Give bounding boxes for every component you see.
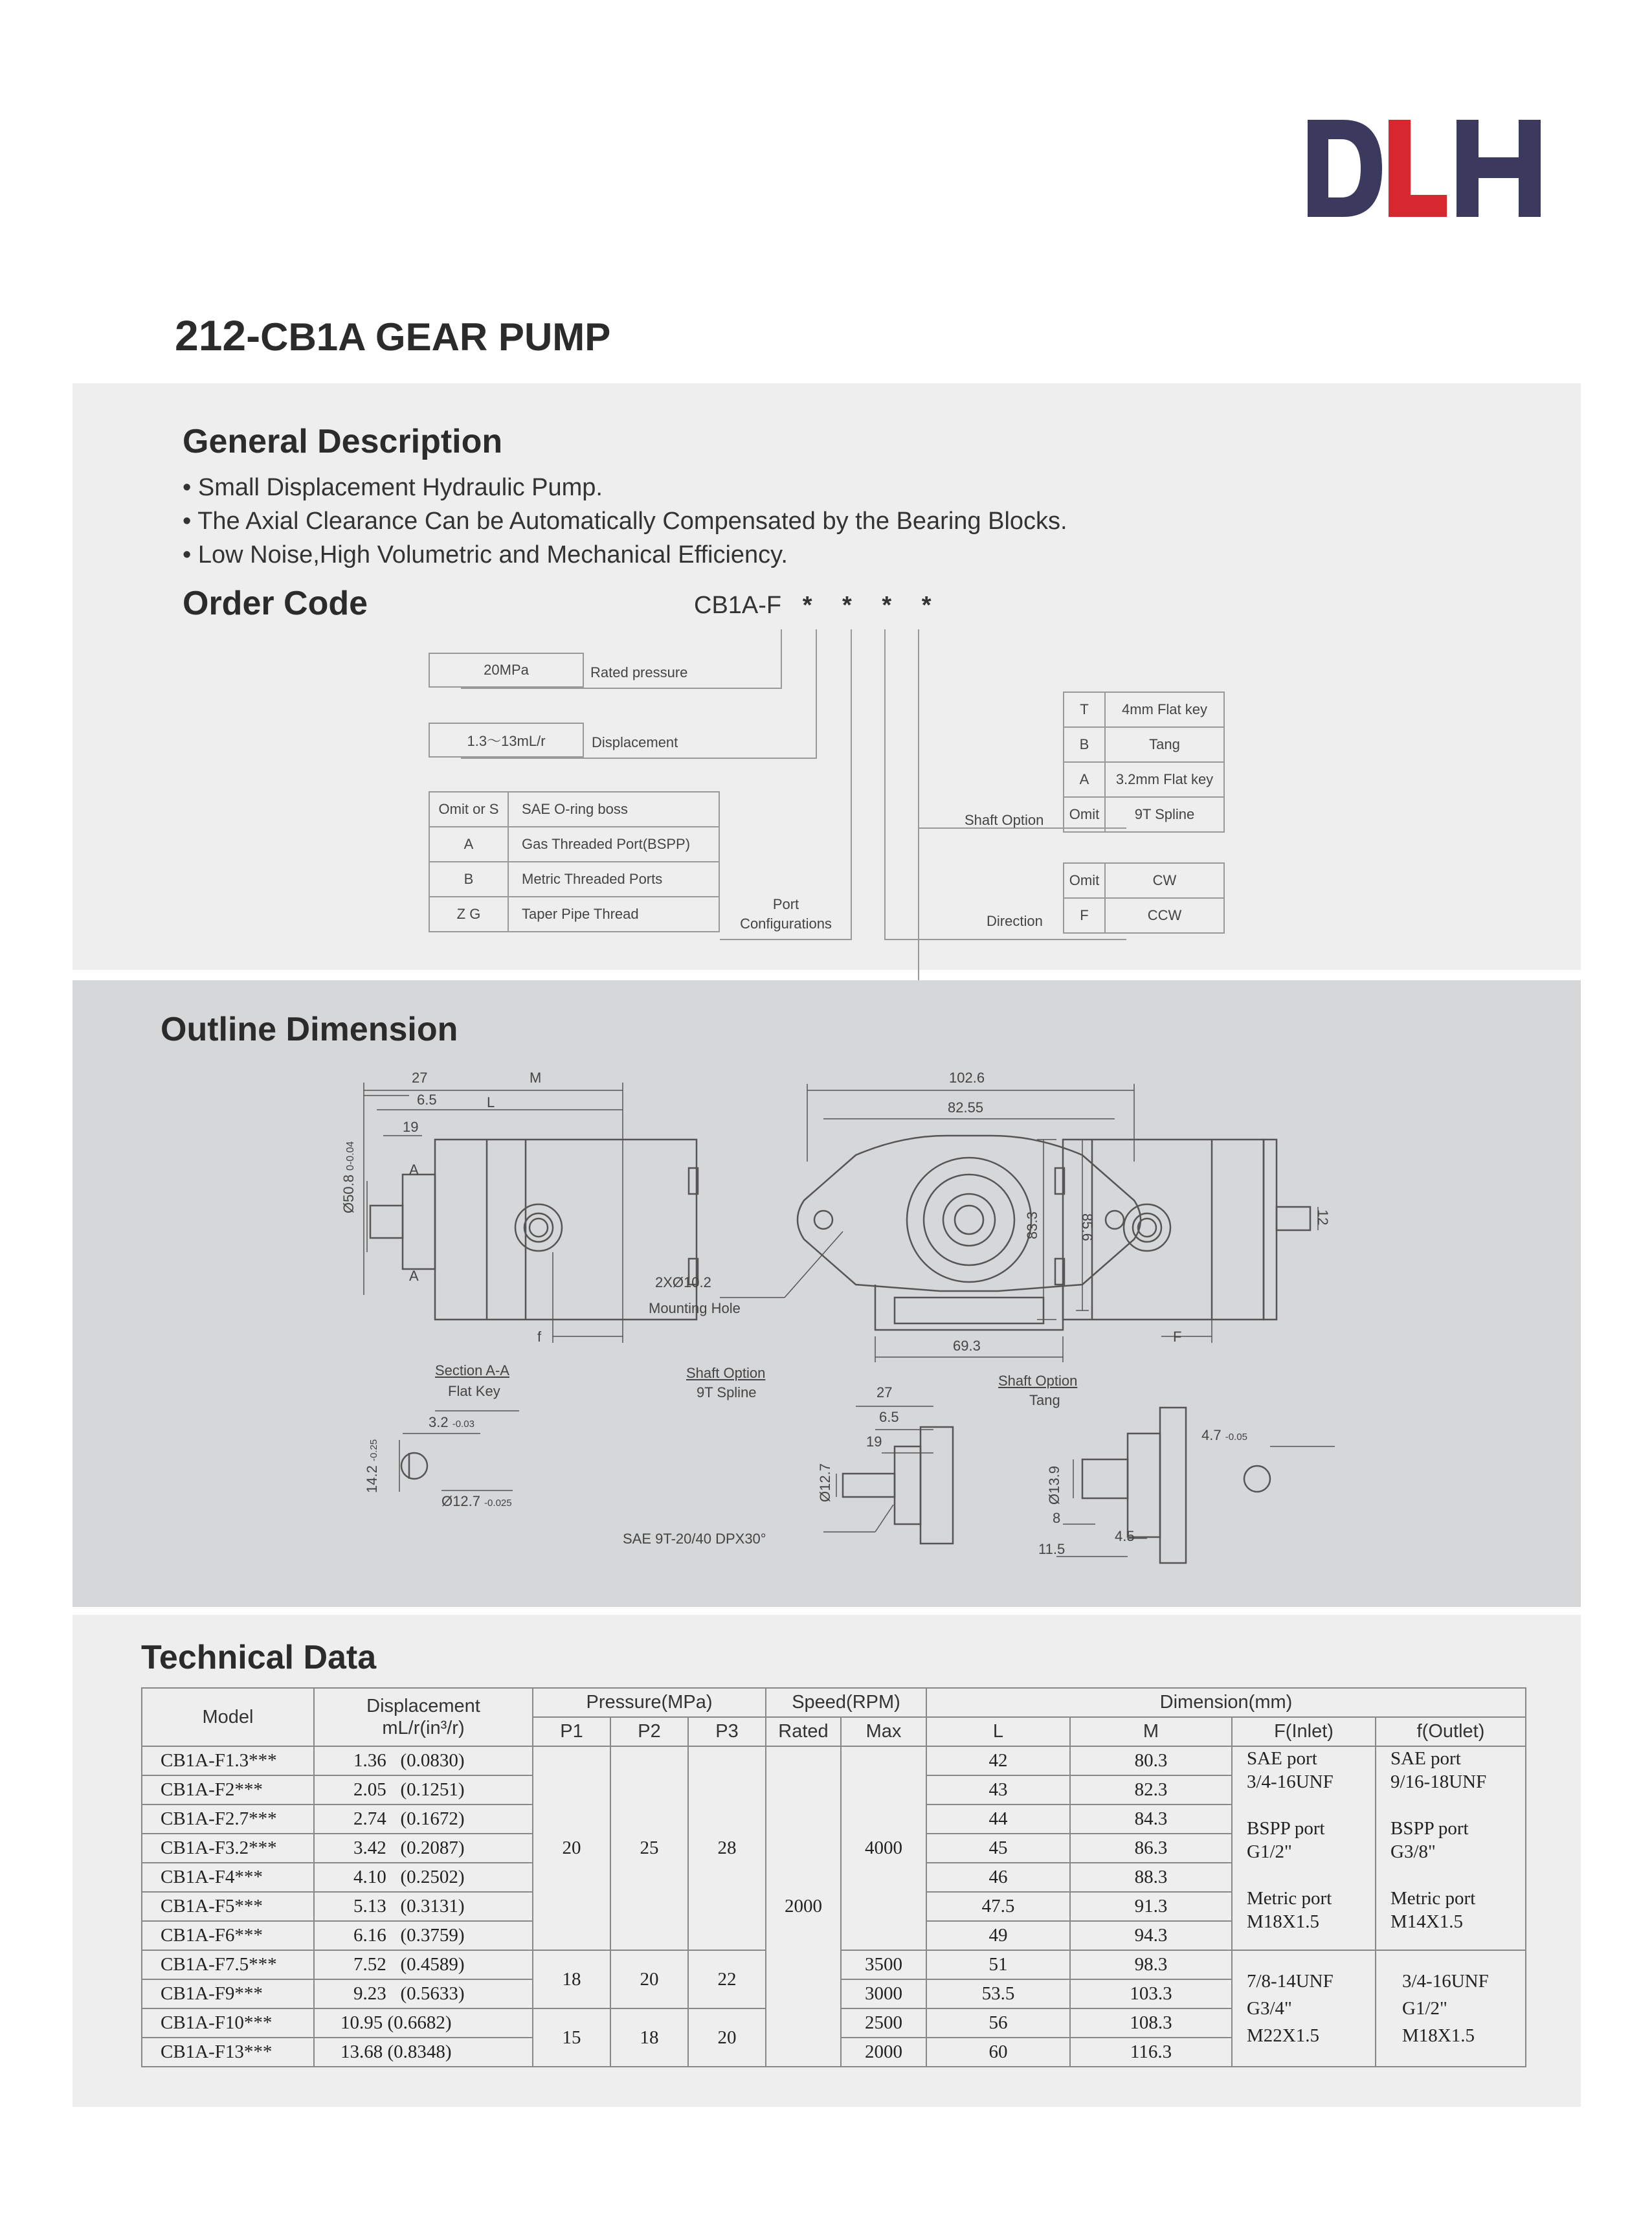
rated-pressure-label: Rated pressure [590,664,688,680]
table-row: CB1A-F5*** 5.13 (0.3131) 47.5 91.3 [142,1892,1526,1921]
table-row: CB1A-F2*** 2.05 (0.1251) 43 82.3 [142,1775,1526,1804]
dim-flat-key-height: 14.2 -0.25 [364,1439,380,1493]
general-panel: General Description • Small Displacement Hydraulic Pump. • The Axial Clearance Can be Automatically Compensated by the Bearing Blocks. • Low Noise,High Volumetric and Mechanical Efficiency. Order Code CB1A-F * * * * 20MPa Rated pressure 1.3～13mL/r Displacement Omit or S SAE O-ring boss A Gas Threaded Port(BSPP) B Metric Threaded Ports Z G Taper Pipe Thread Port Configurations T 4mm Flat key B Tang A 3.2mm Flat key Omit 9T Spline Shaft Option Omit CW F CCW Direction [73,383,1581,970]
port-config-label: Port Configurations [740,896,832,932]
dim-tang-width: 4.7 -0.05 [1201,1427,1247,1443]
detail-spline [823,1406,953,1544]
outline-heading: Outline Dimension [161,1011,458,1048]
side-view-right [1037,1140,1318,1343]
order-code: CB1A-F * * * * [694,592,943,619]
table-row: CB1A-F7.5*** 7.52 (0.4589) 18 20 22 3500 51 98.3 7/8-14UNF G3/4" M22X1.5 3/4-16UNF G1/2" M18X1.5 [142,1950,1526,1979]
bullet-item: • Low Noise,High Volumetric and Mechanical Efficiency. [183,541,788,569]
dim-phi508: Ø50.8 0-0.04 [340,1141,357,1213]
table-row: CB1A-F1.3*** 1.36 (0.0830) 20 25 28 2000 4000 42 80.3 SAE port 3/4-16UNF BSPP port G1/2" Metric port M18X1.5 SAE port 9/16-18UNF BSPP port G3/8" Metric port M14X1.5 [142,1746,1526,1775]
bullet-item: • Small Displacement Hydraulic Pump. [183,474,603,502]
dim-flat-key-width: 3.2 -0.03 [429,1414,474,1430]
technical-panel [73,1615,1581,2107]
table-row: CB1A-F2.7*** 2.74 (0.1672) 44 84.3 [142,1804,1526,1834]
general-heading: General Description [183,423,503,460]
rated-pressure-value: 20MPa [429,653,584,688]
bullet-item: • The Axial Clearance Can be Automatically Compensated by the Bearing Blocks. [183,508,1067,535]
table-row: CB1A-F13*** 13.68 (0.8348) 2000 60 116.3 [142,2038,1526,2067]
dlh-logo [1308,117,1541,220]
dim-flat-key-dia: Ø12.7 -0.025 [441,1493,512,1509]
detail-tang [1056,1408,1335,1563]
technical-heading: Technical Data [141,1639,377,1676]
technical-data-table: Model Displacement mL/r(in³/r) Pressure(MPa) Speed(RPM) Dimension(mm) P1 P2 P3 Rated Max L M F(Inlet) f(Outlet) CB1A-F1.3*** 1.36 (0.0830) 20 25 28 2000 4000 42 80.3 SAE port 3/4-16UNF BSPP port G1/2" Metric port M18X1.5 SAE port 9/16-18UNF BSPP port G3/8" Metric port M14X1.5 CB1A-F2*** 2.05 (0.1251) 43 82.3 CB1A-F2.7*** 2.74 (0.1672) 44 84.3 CB1A-F3.2*** 3.42 (0.2087) 45 86.3 CB1A-F4*** 4.10 (0.2502) 46 88.3 CB1A-F5*** 5.13 (0.3131) 47.5 91.3 CB1A-F6*** 6.16 (0.3759) 49 94.3 CB1A-F7.5*** 7.52 (0.4589) 18 20 22 3500 51 98.3 7/8-14UNF G3/4" M22X1.5 3/4-16UNF G1/2" M18X1.5 CB1A-F9*** 9.23 (0.5633) 3000 53.5 103.3 CB1A-F10*** 10.95 (0.6682) 15 18 20 2500 56 108.3 CB1A-F13*** 13.68 (0.8348) 2000 60 116.3 [141,1687,1526,2067]
table-row: CB1A-F9*** 9.23 (0.5633) 3000 53.5 103.3 [142,1979,1526,2008]
outline-panel: Outline Dimension 27 M 6.5 L 19 A A Ø50.8 0-0.04 f 102.6 82.55 85.6 69.3 2XØ10.2 Mounting Hole 83.3 12 F Section A-A Flat Key 3.2 -0.03 14.2 -0.25 Ø12.7 -0.025 Shaft Option 9T Spline 27 6.5 19 Ø12.7 SAE 9T-20/40 DPX30° Shaft Option Tang Ø13.9 8 11.5 4.5 4.7 -0.05 [73,980,1581,1607]
shaft-option-label: Shaft Option [965,812,1044,828]
table-row: CB1A-F10*** 10.95 (0.6682) 15 18 20 2500 56 108.3 [142,2008,1526,2038]
table-row: CB1A-F4*** 4.10 (0.2502) 46 88.3 [142,1863,1526,1892]
order-heading: Order Code [183,585,368,622]
page-title: 212-CB1A GEAR PUMP [175,311,611,359]
outline-drawing [73,980,1581,1607]
table-row: CB1A-F3.2*** 3.42 (0.2087) 45 86.3 [142,1834,1526,1863]
table-row: CB1A-F6*** 6.16 (0.3759) 49 94.3 [142,1921,1526,1950]
front-view [720,1084,1141,1362]
direction-label: Direction [987,913,1043,929]
displacement-value: 1.3～13mL/r [429,723,584,758]
displacement-label: Displacement [592,734,678,750]
